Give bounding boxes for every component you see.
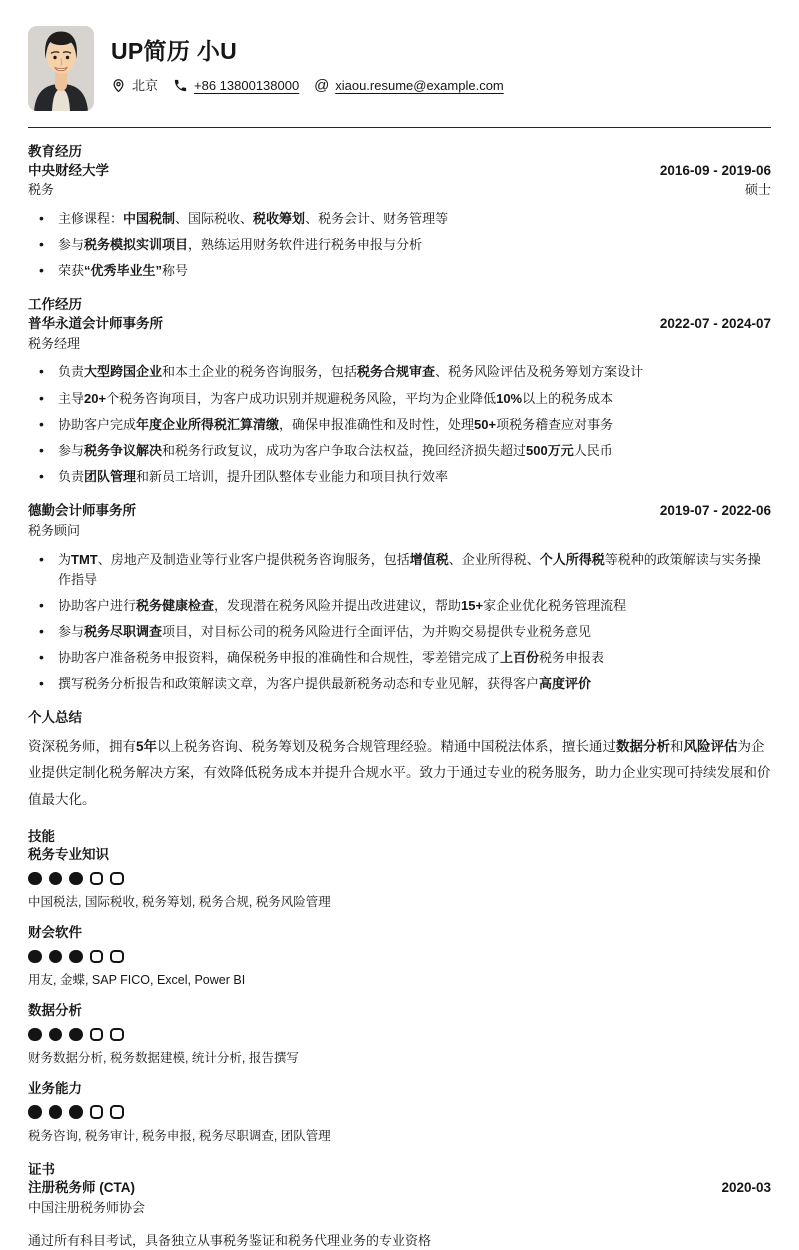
location-pin-icon — [111, 78, 126, 93]
list-item: • 协助客户准备税务申报资料，确保税务申报的准确性和合规性，零差错完成了上百份税务申报表 — [28, 648, 771, 668]
section-title-summary: 个人总结 — [28, 710, 82, 726]
work-entry — [28, 502, 771, 694]
certificate-issuer: 中国注册税务师协会 — [28, 1199, 146, 1215]
section-title-work: 工作经历 — [28, 297, 82, 313]
list-item: • 参与税务模拟实训项目，熟练运用财务软件进行税务申报与分析 — [28, 235, 771, 255]
work-bullets — [28, 362, 771, 487]
skill-name: 业务能力 — [28, 1080, 82, 1096]
job-role: 税务经理 — [28, 335, 81, 351]
skill-dot-filled — [28, 872, 42, 886]
skill-name: 税务专业知识 — [28, 847, 109, 863]
work-date: 2022-07 - 2024-07 — [659, 315, 771, 331]
education-date: 2016-09 - 2019-06 — [659, 162, 771, 178]
section-title-education: 教育经历 — [28, 144, 82, 159]
certificate-date: 2020-03 — [721, 1180, 771, 1196]
avatar-illustration — [28, 26, 94, 111]
certificate-description: 通过所有科目考试，具备独立从事税务鉴证和税务代理业务的专业资格 — [28, 1232, 432, 1248]
list-item: • 主修课程：中国税制、国际税收、税收筹划、税务会计、财务管理等 — [28, 209, 771, 229]
work-bullets — [28, 550, 771, 695]
job-role: 税务顾问 — [28, 522, 81, 538]
skill-group — [28, 924, 771, 990]
skill-group — [28, 1080, 771, 1146]
skill-dot-filled — [28, 1028, 42, 1042]
list-item: • 参与税务尽职调查项目，对目标公司的税务风险进行全面评估，为并购交易提供专业税务意见 — [28, 622, 771, 642]
list-item: • 协助客户完成年度企业所得税汇算清缴，确保申报准确性和及时性，处理50+项税务稽查应对事务 — [28, 415, 771, 435]
skill-dot-filled — [69, 1105, 83, 1119]
skill-level-dots — [28, 872, 771, 886]
phone-icon — [173, 78, 188, 93]
list-item: • 主导20+个税务咨询项目，为客户成功识别并规避税务风险，平均为企业降低10%以上的税务成本 — [28, 389, 771, 409]
skill-dot-filled — [49, 872, 63, 886]
skill-level-dots — [28, 950, 771, 964]
phone-link[interactable]: +86 13800138000 — [194, 77, 300, 93]
location-text: 北京 — [132, 77, 159, 93]
summary-section — [28, 709, 771, 812]
resume-header — [28, 26, 771, 111]
email-link[interactable]: xiaou.resume@example.com — [335, 77, 504, 93]
header-divider — [28, 127, 771, 128]
skill-name: 财会软件 — [28, 925, 82, 941]
email-at-icon: @ — [314, 76, 330, 94]
school-name: 中央财经大学 — [28, 162, 109, 178]
skill-dot-empty — [90, 872, 104, 886]
skill-dot-filled — [49, 1028, 63, 1042]
list-item: • 荣获“优秀毕业生”称号 — [28, 261, 771, 281]
list-item: • 撰写税务分析报告和政策解读文章，为客户提供最新税务动态和专业见解，获得客户高度评价 — [28, 674, 771, 694]
section-title-certs: 证书 — [28, 1161, 55, 1177]
skill-dot-filled — [28, 1105, 42, 1119]
contact-row — [111, 76, 519, 96]
skill-dot-empty — [90, 950, 104, 964]
list-item: • 参与税务争议解决和税务行政复议，成功为客户争取合法权益，挽回经济损失超过500万元人民币 — [28, 441, 771, 461]
skill-dot-empty — [110, 950, 124, 964]
list-item: • 负责团队管理和新员工培训，提升团队整体专业能力和项目执行效率 — [28, 467, 771, 487]
skill-dot-filled — [49, 1105, 63, 1119]
skills-section — [28, 828, 771, 1146]
list-item: • 为TMT、房地产及制造业等行业客户提供税务咨询服务，包括增值税、企业所得税、个人所得税等税种的政策解读与实务操作指导 — [28, 550, 771, 590]
skill-dot-empty — [110, 872, 124, 886]
skill-group — [28, 846, 771, 912]
certificates-section — [28, 1161, 771, 1250]
skill-name: 数据分析 — [28, 1003, 82, 1018]
skill-dot-filled — [28, 950, 42, 964]
education-bullets — [28, 209, 771, 281]
skill-level-dots — [28, 1028, 771, 1042]
summary-text: 资深税务师，拥有5年以上税务咨询、税务筹划及税务合规管理经验。精通中国税法体系，擅长通过数据分析和风险评估为企业提供定制化税务解决方案，有效降低税务成本并提升合规水平。致力于通过专业的税务服务，助力企业实现可持续发展和价值最大化。 — [28, 738, 771, 807]
work-entry — [28, 315, 771, 487]
skill-keywords: 财务数据分析, 税务数据建模, 统计分析, 报告撰写 — [28, 1051, 299, 1066]
section-title-skills: 技能 — [28, 828, 55, 844]
work-date: 2019-07 - 2022-06 — [659, 503, 771, 519]
skill-dot-empty — [110, 1028, 124, 1042]
email-group — [314, 76, 504, 96]
certificate-name: 注册税务师 (CTA) — [28, 1180, 135, 1196]
skill-keywords: 用友, 金蝶, SAP FICO, Excel, Power BI — [28, 973, 246, 988]
skill-dot-filled — [49, 950, 63, 964]
skill-dot-empty — [90, 1105, 104, 1119]
education-entry — [28, 162, 771, 282]
skill-dot-empty — [110, 1105, 124, 1119]
education-section — [28, 143, 771, 281]
skill-keywords: 中国税法, 国际税收, 税务筹划, 税务合规, 税务风险管理 — [28, 895, 331, 910]
phone-group — [173, 76, 299, 96]
skill-dot-empty — [90, 1028, 104, 1042]
skill-dot-filled — [69, 950, 83, 964]
company-name: 普华永道会计师事务所 — [28, 315, 163, 331]
list-item: • 负责大型跨国企业和本土企业的税务咨询服务，包括税务合规审查、税务风险评估及税务筹划方案设计 — [28, 362, 771, 382]
header-text-block — [111, 26, 519, 95]
major: 税务 — [28, 182, 55, 198]
certificate-entry — [28, 1179, 771, 1250]
location-group — [111, 76, 158, 96]
work-section — [28, 296, 771, 694]
list-item: • 协助客户进行税务健康检查，发现潜在税务风险并提出改进建议，帮助15+家企业优化税务管理流程 — [28, 596, 771, 616]
candidate-name: UP简历 小U — [111, 38, 238, 64]
profile-photo — [28, 26, 94, 111]
degree: 硕士 — [744, 182, 771, 198]
skill-dot-filled — [69, 872, 83, 886]
skill-keywords: 税务咨询, 税务审计, 税务申报, 税务尽职调查, 团队管理 — [28, 1128, 331, 1143]
company-name: 德勤会计师事务所 — [28, 503, 136, 519]
skill-group — [28, 1002, 771, 1068]
skill-level-dots — [28, 1105, 771, 1119]
skill-dot-filled — [69, 1028, 83, 1042]
